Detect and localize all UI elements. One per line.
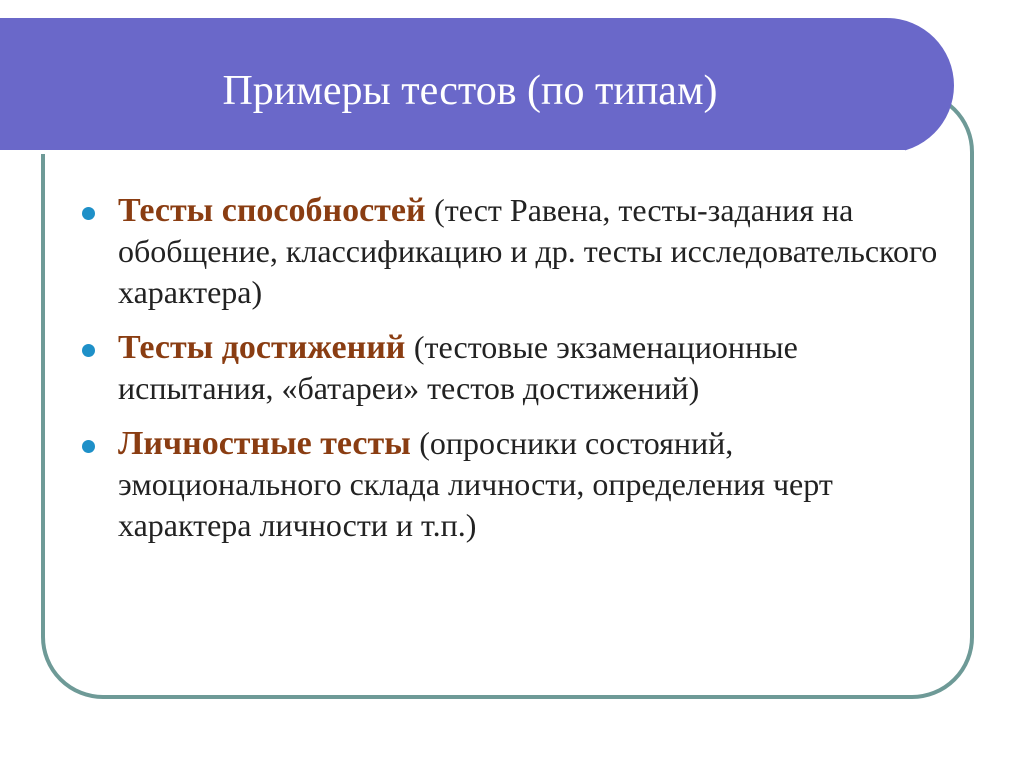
title-underline <box>0 150 905 154</box>
bullet-list <box>78 190 938 560</box>
bullet-detail: (тестовые экзаменационные испытания, «батареи» тестов достижений) <box>118 329 798 406</box>
bullet-term: Тесты способностей <box>118 192 435 229</box>
bullet-term: Тесты достижений <box>118 329 414 366</box>
bullet-term: Личностные тесты <box>118 425 420 462</box>
title-band <box>0 18 954 153</box>
bullet-dot-icon <box>82 207 95 220</box>
bullet-detail: (тест Равена, тесты-задания на обобщение, классификацию и др. тесты исследовательского характера) <box>118 192 938 310</box>
bullet-item-achievements <box>78 327 938 409</box>
bullet-item-personality <box>78 423 938 546</box>
bullet-dot-icon <box>82 344 95 357</box>
bullet-dot-icon <box>82 440 95 453</box>
bullet-item-abilities <box>78 190 938 313</box>
bullet-detail: (опросники состояний, эмоционального склада личности, определения черт характера личности и т.п.) <box>118 425 833 543</box>
slide-title: Примеры тестов (по типам) <box>222 68 718 114</box>
